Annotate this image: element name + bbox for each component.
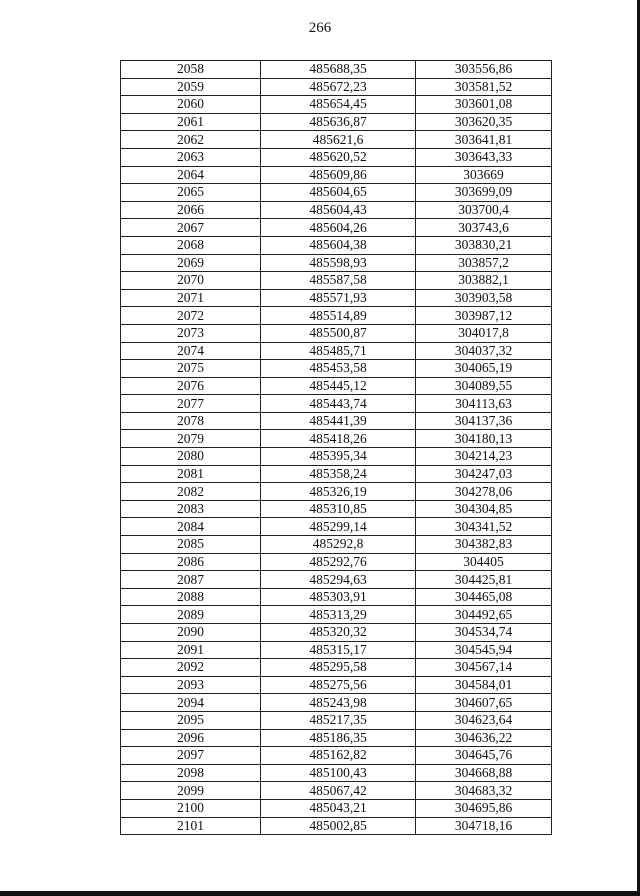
table-row xyxy=(121,518,552,536)
y-coordinate-cell: 304695,86 xyxy=(416,799,552,817)
x-coordinate-cell: 485100,43 xyxy=(261,764,416,782)
table-row xyxy=(121,500,552,518)
point-number-cell: 2098 xyxy=(121,764,261,782)
table-row xyxy=(121,166,552,184)
table-row xyxy=(121,430,552,448)
coordinates-table xyxy=(120,60,552,835)
point-number-cell: 2068 xyxy=(121,236,261,254)
coordinates-table-body xyxy=(121,61,552,835)
point-number-cell: 2079 xyxy=(121,430,261,448)
y-coordinate-cell: 303882,1 xyxy=(416,272,552,290)
x-coordinate-cell: 485162,82 xyxy=(261,747,416,765)
point-number-cell: 2097 xyxy=(121,747,261,765)
table-row xyxy=(121,782,552,800)
x-coordinate-cell: 485295,58 xyxy=(261,659,416,677)
x-coordinate-cell: 485609,86 xyxy=(261,166,416,184)
table-row xyxy=(121,184,552,202)
table-row xyxy=(121,817,552,835)
point-number-cell: 2074 xyxy=(121,342,261,360)
x-coordinate-cell: 485654,45 xyxy=(261,96,416,114)
y-coordinate-cell: 304089,55 xyxy=(416,377,552,395)
table-row xyxy=(121,536,552,554)
y-coordinate-cell: 304607,65 xyxy=(416,694,552,712)
point-number-cell: 2063 xyxy=(121,148,261,166)
y-coordinate-cell: 304037,32 xyxy=(416,342,552,360)
y-coordinate-cell: 303556,86 xyxy=(416,61,552,79)
table-row xyxy=(121,342,552,360)
point-number-cell: 2099 xyxy=(121,782,261,800)
point-number-cell: 2082 xyxy=(121,483,261,501)
table-row xyxy=(121,307,552,325)
x-coordinate-cell: 485186,35 xyxy=(261,729,416,747)
y-coordinate-cell: 304278,06 xyxy=(416,483,552,501)
y-coordinate-cell: 304247,03 xyxy=(416,465,552,483)
point-number-cell: 2062 xyxy=(121,131,261,149)
table-row xyxy=(121,96,552,114)
y-coordinate-cell: 304668,88 xyxy=(416,764,552,782)
y-coordinate-cell: 303699,09 xyxy=(416,184,552,202)
table-row xyxy=(121,236,552,254)
x-coordinate-cell: 485598,93 xyxy=(261,254,416,272)
y-coordinate-cell: 304180,13 xyxy=(416,430,552,448)
x-coordinate-cell: 485313,29 xyxy=(261,606,416,624)
point-number-cell: 2083 xyxy=(121,500,261,518)
x-coordinate-cell: 485445,12 xyxy=(261,377,416,395)
x-coordinate-cell: 485453,58 xyxy=(261,360,416,378)
y-coordinate-cell: 304545,94 xyxy=(416,641,552,659)
table-row xyxy=(121,148,552,166)
point-number-cell: 2084 xyxy=(121,518,261,536)
table-row xyxy=(121,272,552,290)
y-coordinate-cell: 304137,36 xyxy=(416,412,552,430)
table-row xyxy=(121,747,552,765)
y-coordinate-cell: 304382,83 xyxy=(416,536,552,554)
point-number-cell: 2080 xyxy=(121,448,261,466)
x-coordinate-cell: 485299,14 xyxy=(261,518,416,536)
x-coordinate-cell: 485604,65 xyxy=(261,184,416,202)
y-coordinate-cell: 303903,58 xyxy=(416,289,552,307)
y-coordinate-cell: 303830,21 xyxy=(416,236,552,254)
x-coordinate-cell: 485303,91 xyxy=(261,588,416,606)
point-number-cell: 2066 xyxy=(121,201,261,219)
y-coordinate-cell: 304017,8 xyxy=(416,324,552,342)
point-number-cell: 2100 xyxy=(121,799,261,817)
table-row xyxy=(121,659,552,677)
y-coordinate-cell: 304567,14 xyxy=(416,659,552,677)
y-coordinate-cell: 304636,22 xyxy=(416,729,552,747)
x-coordinate-cell: 485604,43 xyxy=(261,201,416,219)
y-coordinate-cell: 304584,01 xyxy=(416,676,552,694)
table-row xyxy=(121,553,552,571)
y-coordinate-cell: 304065,19 xyxy=(416,360,552,378)
table-row xyxy=(121,324,552,342)
x-coordinate-cell: 485587,58 xyxy=(261,272,416,290)
table-row xyxy=(121,377,552,395)
point-number-cell: 2095 xyxy=(121,711,261,729)
table-row xyxy=(121,711,552,729)
point-number-cell: 2094 xyxy=(121,694,261,712)
table-row xyxy=(121,448,552,466)
point-number-cell: 2081 xyxy=(121,465,261,483)
table-row xyxy=(121,219,552,237)
x-coordinate-cell: 485292,76 xyxy=(261,553,416,571)
point-number-cell: 2096 xyxy=(121,729,261,747)
y-coordinate-cell: 303743,6 xyxy=(416,219,552,237)
x-coordinate-cell: 485395,34 xyxy=(261,448,416,466)
point-number-cell: 2058 xyxy=(121,61,261,79)
y-coordinate-cell: 304623,64 xyxy=(416,711,552,729)
table-row xyxy=(121,588,552,606)
x-coordinate-cell: 485275,56 xyxy=(261,676,416,694)
y-coordinate-cell: 304304,85 xyxy=(416,500,552,518)
x-coordinate-cell: 485243,98 xyxy=(261,694,416,712)
x-coordinate-cell: 485514,89 xyxy=(261,307,416,325)
table-row xyxy=(121,694,552,712)
table-row xyxy=(121,799,552,817)
table-row xyxy=(121,729,552,747)
x-coordinate-cell: 485672,23 xyxy=(261,78,416,96)
x-coordinate-cell: 485604,38 xyxy=(261,236,416,254)
table-row xyxy=(121,254,552,272)
table-row xyxy=(121,764,552,782)
point-number-cell: 2085 xyxy=(121,536,261,554)
x-coordinate-cell: 485002,85 xyxy=(261,817,416,835)
point-number-cell: 2101 xyxy=(121,817,261,835)
table-row xyxy=(121,201,552,219)
y-coordinate-cell: 303620,35 xyxy=(416,113,552,131)
y-coordinate-cell: 303700,4 xyxy=(416,201,552,219)
table-row xyxy=(121,289,552,307)
x-coordinate-cell: 485604,26 xyxy=(261,219,416,237)
x-coordinate-cell: 485443,74 xyxy=(261,395,416,413)
table-row xyxy=(121,78,552,96)
point-number-cell: 2086 xyxy=(121,553,261,571)
table-row xyxy=(121,360,552,378)
x-coordinate-cell: 485688,35 xyxy=(261,61,416,79)
y-coordinate-cell: 304683,32 xyxy=(416,782,552,800)
point-number-cell: 2090 xyxy=(121,624,261,642)
point-number-cell: 2064 xyxy=(121,166,261,184)
point-number-cell: 2061 xyxy=(121,113,261,131)
y-coordinate-cell: 304405 xyxy=(416,553,552,571)
x-coordinate-cell: 485320,32 xyxy=(261,624,416,642)
y-coordinate-cell: 304534,74 xyxy=(416,624,552,642)
table-row xyxy=(121,131,552,149)
x-coordinate-cell: 485067,42 xyxy=(261,782,416,800)
x-coordinate-cell: 485292,8 xyxy=(261,536,416,554)
x-coordinate-cell: 485043,21 xyxy=(261,799,416,817)
point-number-cell: 2069 xyxy=(121,254,261,272)
x-coordinate-cell: 485441,39 xyxy=(261,412,416,430)
x-coordinate-cell: 485500,87 xyxy=(261,324,416,342)
table-row xyxy=(121,624,552,642)
point-number-cell: 2089 xyxy=(121,606,261,624)
point-number-cell: 2073 xyxy=(121,324,261,342)
y-coordinate-cell: 304492,65 xyxy=(416,606,552,624)
table-row xyxy=(121,676,552,694)
y-coordinate-cell: 303669 xyxy=(416,166,552,184)
table-row xyxy=(121,641,552,659)
point-number-cell: 2078 xyxy=(121,412,261,430)
point-number-cell: 2067 xyxy=(121,219,261,237)
page-number: 266 xyxy=(308,20,332,36)
point-number-cell: 2072 xyxy=(121,307,261,325)
point-number-cell: 2060 xyxy=(121,96,261,114)
y-coordinate-cell: 303987,12 xyxy=(416,307,552,325)
point-number-cell: 2093 xyxy=(121,676,261,694)
y-coordinate-cell: 304465,08 xyxy=(416,588,552,606)
table-row xyxy=(121,395,552,413)
point-number-cell: 2065 xyxy=(121,184,261,202)
table-row xyxy=(121,571,552,589)
point-number-cell: 2075 xyxy=(121,360,261,378)
x-coordinate-cell: 485326,19 xyxy=(261,483,416,501)
y-coordinate-cell: 304645,76 xyxy=(416,747,552,765)
x-coordinate-cell: 485315,17 xyxy=(261,641,416,659)
y-coordinate-cell: 303643,33 xyxy=(416,148,552,166)
y-coordinate-cell: 304214,23 xyxy=(416,448,552,466)
y-coordinate-cell: 304113,63 xyxy=(416,395,552,413)
point-number-cell: 2076 xyxy=(121,377,261,395)
point-number-cell: 2091 xyxy=(121,641,261,659)
x-coordinate-cell: 485620,52 xyxy=(261,148,416,166)
y-coordinate-cell: 304425,81 xyxy=(416,571,552,589)
x-coordinate-cell: 485294,63 xyxy=(261,571,416,589)
point-number-cell: 2070 xyxy=(121,272,261,290)
y-coordinate-cell: 303641,81 xyxy=(416,131,552,149)
table-row xyxy=(121,465,552,483)
scan-edge-bottom xyxy=(0,891,640,896)
table-row xyxy=(121,606,552,624)
x-coordinate-cell: 485621,6 xyxy=(261,131,416,149)
table-row xyxy=(121,61,552,79)
x-coordinate-cell: 485358,24 xyxy=(261,465,416,483)
point-number-cell: 2092 xyxy=(121,659,261,677)
y-coordinate-cell: 303857,2 xyxy=(416,254,552,272)
y-coordinate-cell: 303581,52 xyxy=(416,78,552,96)
table-row xyxy=(121,483,552,501)
point-number-cell: 2088 xyxy=(121,588,261,606)
x-coordinate-cell: 485310,85 xyxy=(261,500,416,518)
y-coordinate-cell: 304341,52 xyxy=(416,518,552,536)
y-coordinate-cell: 304718,16 xyxy=(416,817,552,835)
x-coordinate-cell: 485636,87 xyxy=(261,113,416,131)
table-row xyxy=(121,412,552,430)
x-coordinate-cell: 485571,93 xyxy=(261,289,416,307)
point-number-cell: 2071 xyxy=(121,289,261,307)
x-coordinate-cell: 485418,26 xyxy=(261,430,416,448)
x-coordinate-cell: 485485,71 xyxy=(261,342,416,360)
y-coordinate-cell: 303601,08 xyxy=(416,96,552,114)
point-number-cell: 2059 xyxy=(121,78,261,96)
point-number-cell: 2087 xyxy=(121,571,261,589)
table-row xyxy=(121,113,552,131)
x-coordinate-cell: 485217,35 xyxy=(261,711,416,729)
point-number-cell: 2077 xyxy=(121,395,261,413)
